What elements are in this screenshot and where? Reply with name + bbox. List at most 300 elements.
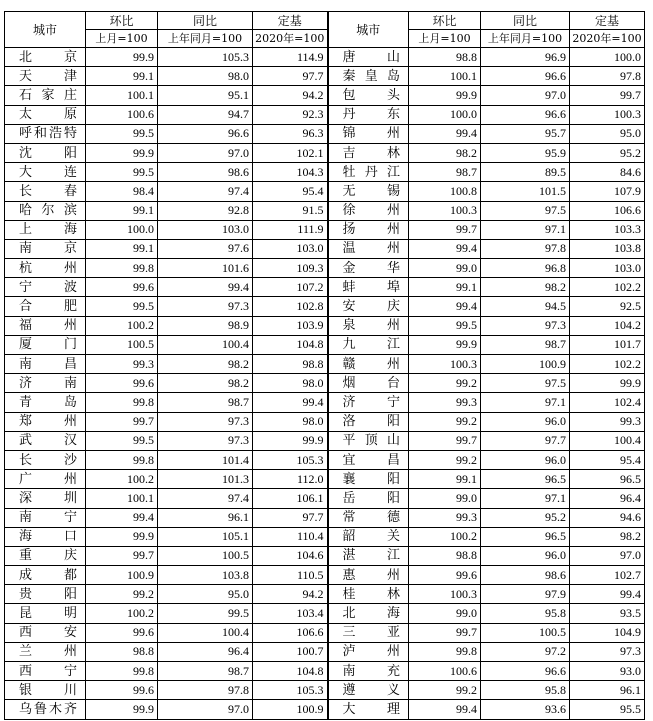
left-mom-cell: 100.0 bbox=[86, 220, 158, 239]
left-city-cell: 昆明 bbox=[5, 604, 86, 623]
right-yoy-cell: 100.9 bbox=[481, 355, 570, 374]
right-mom-cell: 99.0 bbox=[409, 489, 481, 508]
left-mom-cell: 99.8 bbox=[86, 393, 158, 412]
right-base-cell: 95.4 bbox=[570, 450, 645, 469]
right-yoy-cell: 96.9 bbox=[481, 48, 570, 67]
left-mom-cell: 100.9 bbox=[86, 566, 158, 585]
left-mom-cell: 99.5 bbox=[86, 431, 158, 450]
right-yoy-cell: 97.3 bbox=[481, 316, 570, 335]
right-yoy-cell: 94.5 bbox=[481, 297, 570, 316]
right-base-cell: 99.3 bbox=[570, 412, 645, 431]
left-yoy-cell: 97.6 bbox=[158, 239, 253, 258]
base-header-left: 定基 bbox=[253, 12, 328, 30]
right-city-cell: 泉州 bbox=[328, 316, 409, 335]
left-mom-cell: 99.9 bbox=[86, 527, 158, 546]
left-yoy-cell: 98.6 bbox=[158, 163, 253, 182]
right-mom-cell: 100.3 bbox=[409, 201, 481, 220]
right-yoy-cell: 97.1 bbox=[481, 220, 570, 239]
right-yoy-cell: 97.8 bbox=[481, 239, 570, 258]
left-mom-cell: 99.8 bbox=[86, 662, 158, 681]
left-city-cell: 天津 bbox=[5, 67, 86, 86]
right-yoy-cell: 96.6 bbox=[481, 105, 570, 124]
right-mom-cell: 99.4 bbox=[409, 700, 481, 719]
right-base-cell: 92.5 bbox=[570, 297, 645, 316]
table-row bbox=[5, 527, 645, 546]
left-base-cell: 105.3 bbox=[253, 450, 328, 469]
table-row bbox=[5, 316, 645, 335]
right-mom-cell: 99.1 bbox=[409, 470, 481, 489]
left-yoy-cell: 97.8 bbox=[158, 681, 253, 700]
right-city-cell: 丹东 bbox=[328, 105, 409, 124]
right-yoy-cell: 97.1 bbox=[481, 489, 570, 508]
left-yoy-cell: 96.6 bbox=[158, 124, 253, 143]
left-yoy-cell: 103.0 bbox=[158, 220, 253, 239]
right-mom-cell: 100.8 bbox=[409, 182, 481, 201]
mom-header-right: 环比 bbox=[409, 12, 481, 30]
table-row bbox=[5, 335, 645, 354]
left-city-cell: 乌鲁木齐 bbox=[5, 700, 86, 719]
right-yoy-cell: 97.0 bbox=[481, 86, 570, 105]
left-mom-cell: 99.9 bbox=[86, 700, 158, 719]
mom-sub-right: 上月=100 bbox=[409, 30, 481, 48]
right-base-cell: 102.2 bbox=[570, 278, 645, 297]
right-city-cell: 赣州 bbox=[328, 355, 409, 374]
left-mom-cell: 99.3 bbox=[86, 355, 158, 374]
right-yoy-cell: 96.8 bbox=[481, 259, 570, 278]
left-yoy-cell: 98.2 bbox=[158, 374, 253, 393]
left-city-cell: 广州 bbox=[5, 470, 86, 489]
right-mom-cell: 98.8 bbox=[409, 546, 481, 565]
right-mom-cell: 98.8 bbox=[409, 48, 481, 67]
table-row bbox=[5, 470, 645, 489]
left-yoy-cell: 97.3 bbox=[158, 431, 253, 450]
right-mom-cell: 99.7 bbox=[409, 220, 481, 239]
left-yoy-cell: 97.4 bbox=[158, 489, 253, 508]
left-city-cell: 大连 bbox=[5, 163, 86, 182]
right-yoy-cell: 93.6 bbox=[481, 700, 570, 719]
left-city-cell: 银川 bbox=[5, 681, 86, 700]
right-mom-cell: 100.6 bbox=[409, 662, 481, 681]
left-base-cell: 110.5 bbox=[253, 566, 328, 585]
mom-header-left: 环比 bbox=[86, 12, 158, 30]
table-row bbox=[5, 259, 645, 278]
right-city-cell: 遵义 bbox=[328, 681, 409, 700]
left-yoy-cell: 103.8 bbox=[158, 566, 253, 585]
right-city-cell: 岳阳 bbox=[328, 489, 409, 508]
left-yoy-cell: 97.0 bbox=[158, 143, 253, 162]
right-city-cell: 桂林 bbox=[328, 585, 409, 604]
left-base-cell: 110.4 bbox=[253, 527, 328, 546]
base-header-right: 定基 bbox=[570, 12, 645, 30]
left-base-cell: 98.0 bbox=[253, 412, 328, 431]
right-base-cell: 102.4 bbox=[570, 393, 645, 412]
right-yoy-cell: 97.5 bbox=[481, 374, 570, 393]
left-mom-cell: 98.4 bbox=[86, 182, 158, 201]
right-yoy-cell: 98.2 bbox=[481, 278, 570, 297]
left-base-cell: 104.6 bbox=[253, 546, 328, 565]
table-row bbox=[5, 220, 645, 239]
left-city-cell: 南宁 bbox=[5, 508, 86, 527]
left-base-cell: 100.7 bbox=[253, 642, 328, 661]
right-mom-cell: 99.9 bbox=[409, 335, 481, 354]
right-city-cell: 温州 bbox=[328, 239, 409, 258]
right-base-cell: 99.7 bbox=[570, 86, 645, 105]
left-yoy-cell: 95.0 bbox=[158, 585, 253, 604]
left-base-cell: 99.4 bbox=[253, 393, 328, 412]
right-base-cell: 104.9 bbox=[570, 623, 645, 642]
left-city-cell: 长春 bbox=[5, 182, 86, 201]
right-mom-cell: 100.1 bbox=[409, 67, 481, 86]
table-row bbox=[5, 662, 645, 681]
right-yoy-cell: 95.7 bbox=[481, 124, 570, 143]
table-row bbox=[5, 681, 645, 700]
left-mom-cell: 99.1 bbox=[86, 201, 158, 220]
yoy-sub-left: 上年同月=100 bbox=[158, 30, 253, 48]
left-mom-cell: 99.5 bbox=[86, 163, 158, 182]
right-city-cell: 蚌埠 bbox=[328, 278, 409, 297]
table-body bbox=[5, 48, 645, 720]
left-yoy-cell: 99.4 bbox=[158, 278, 253, 297]
left-city-cell: 深圳 bbox=[5, 489, 86, 508]
table-row bbox=[5, 412, 645, 431]
left-mom-cell: 99.1 bbox=[86, 67, 158, 86]
table-row bbox=[5, 143, 645, 162]
left-city-cell: 南京 bbox=[5, 239, 86, 258]
left-mom-cell: 99.4 bbox=[86, 508, 158, 527]
left-yoy-cell: 97.4 bbox=[158, 182, 253, 201]
right-mom-cell: 99.6 bbox=[409, 566, 481, 585]
right-yoy-cell: 96.6 bbox=[481, 67, 570, 86]
right-yoy-cell: 95.8 bbox=[481, 681, 570, 700]
left-city-cell: 厦门 bbox=[5, 335, 86, 354]
left-mom-cell: 99.2 bbox=[86, 585, 158, 604]
left-mom-cell: 99.9 bbox=[86, 143, 158, 162]
table-row bbox=[5, 604, 645, 623]
right-base-cell: 96.4 bbox=[570, 489, 645, 508]
table-row bbox=[5, 48, 645, 67]
left-city-cell: 哈尔滨 bbox=[5, 201, 86, 220]
left-yoy-cell: 98.9 bbox=[158, 316, 253, 335]
table-row bbox=[5, 124, 645, 143]
left-mom-cell: 99.7 bbox=[86, 546, 158, 565]
right-mom-cell: 98.7 bbox=[409, 163, 481, 182]
left-base-cell: 104.3 bbox=[253, 163, 328, 182]
left-yoy-cell: 99.5 bbox=[158, 604, 253, 623]
table-row bbox=[5, 393, 645, 412]
left-base-cell: 106.6 bbox=[253, 623, 328, 642]
left-base-cell: 97.7 bbox=[253, 508, 328, 527]
right-mom-cell: 99.0 bbox=[409, 604, 481, 623]
base-sub-left: 2020年=100 bbox=[253, 30, 328, 48]
right-base-cell: 96.1 bbox=[570, 681, 645, 700]
right-mom-cell: 99.0 bbox=[409, 259, 481, 278]
right-mom-cell: 99.2 bbox=[409, 374, 481, 393]
right-base-cell: 97.3 bbox=[570, 642, 645, 661]
right-yoy-cell: 89.5 bbox=[481, 163, 570, 182]
right-yoy-cell: 96.0 bbox=[481, 450, 570, 469]
right-mom-cell: 99.8 bbox=[409, 642, 481, 661]
left-mom-cell: 99.7 bbox=[86, 412, 158, 431]
left-yoy-cell: 100.4 bbox=[158, 623, 253, 642]
right-yoy-cell: 97.1 bbox=[481, 393, 570, 412]
left-city-cell: 海口 bbox=[5, 527, 86, 546]
right-yoy-cell: 98.6 bbox=[481, 566, 570, 585]
table-row bbox=[5, 86, 645, 105]
table-row bbox=[5, 623, 645, 642]
table-row bbox=[5, 700, 645, 719]
left-mom-cell: 100.2 bbox=[86, 316, 158, 335]
price-index-table bbox=[4, 11, 645, 720]
right-base-cell: 100.4 bbox=[570, 431, 645, 450]
right-yoy-cell: 98.7 bbox=[481, 335, 570, 354]
table-row bbox=[5, 278, 645, 297]
left-yoy-cell: 105.3 bbox=[158, 48, 253, 67]
table-row bbox=[5, 105, 645, 124]
right-yoy-cell: 95.9 bbox=[481, 143, 570, 162]
table-row bbox=[5, 374, 645, 393]
left-yoy-cell: 97.0 bbox=[158, 700, 253, 719]
left-base-cell: 92.3 bbox=[253, 105, 328, 124]
right-mom-cell: 100.3 bbox=[409, 585, 481, 604]
right-city-cell: 安庆 bbox=[328, 297, 409, 316]
left-city-cell: 上海 bbox=[5, 220, 86, 239]
table-row bbox=[5, 67, 645, 86]
left-mom-cell: 100.6 bbox=[86, 105, 158, 124]
left-base-cell: 104.8 bbox=[253, 662, 328, 681]
right-city-cell: 平顶山 bbox=[328, 431, 409, 450]
left-yoy-cell: 105.1 bbox=[158, 527, 253, 546]
right-city-cell: 唐山 bbox=[328, 48, 409, 67]
left-base-cell: 104.8 bbox=[253, 335, 328, 354]
left-base-cell: 95.4 bbox=[253, 182, 328, 201]
left-yoy-cell: 100.5 bbox=[158, 546, 253, 565]
table-row bbox=[5, 585, 645, 604]
right-city-cell: 湛江 bbox=[328, 546, 409, 565]
left-base-cell: 105.3 bbox=[253, 681, 328, 700]
left-yoy-cell: 98.0 bbox=[158, 67, 253, 86]
left-mom-cell: 98.8 bbox=[86, 642, 158, 661]
right-city-cell: 包头 bbox=[328, 86, 409, 105]
left-city-cell: 南昌 bbox=[5, 355, 86, 374]
city-header-right: 城市 bbox=[328, 12, 409, 48]
left-city-cell: 福州 bbox=[5, 316, 86, 335]
right-base-cell: 100.3 bbox=[570, 105, 645, 124]
right-yoy-cell: 101.5 bbox=[481, 182, 570, 201]
left-city-cell: 郑州 bbox=[5, 412, 86, 431]
right-base-cell: 99.4 bbox=[570, 585, 645, 604]
left-base-cell: 114.9 bbox=[253, 48, 328, 67]
left-yoy-cell: 98.7 bbox=[158, 662, 253, 681]
right-yoy-cell: 100.5 bbox=[481, 623, 570, 642]
left-mom-cell: 99.9 bbox=[86, 48, 158, 67]
table-row bbox=[5, 450, 645, 469]
table-row bbox=[5, 355, 645, 374]
right-base-cell: 98.2 bbox=[570, 527, 645, 546]
right-mom-cell: 99.3 bbox=[409, 393, 481, 412]
right-yoy-cell: 96.6 bbox=[481, 662, 570, 681]
right-base-cell: 103.8 bbox=[570, 239, 645, 258]
right-base-cell: 107.9 bbox=[570, 182, 645, 201]
right-base-cell: 103.0 bbox=[570, 259, 645, 278]
left-yoy-cell: 101.3 bbox=[158, 470, 253, 489]
right-city-cell: 泸州 bbox=[328, 642, 409, 661]
left-mom-cell: 99.6 bbox=[86, 623, 158, 642]
right-city-cell: 襄阳 bbox=[328, 470, 409, 489]
left-mom-cell: 100.1 bbox=[86, 86, 158, 105]
right-city-cell: 九江 bbox=[328, 335, 409, 354]
right-city-cell: 牡丹江 bbox=[328, 163, 409, 182]
right-yoy-cell: 96.0 bbox=[481, 412, 570, 431]
left-city-cell: 呼和浩特 bbox=[5, 124, 86, 143]
right-mom-cell: 99.3 bbox=[409, 508, 481, 527]
left-city-cell: 石家庄 bbox=[5, 86, 86, 105]
right-base-cell: 95.5 bbox=[570, 700, 645, 719]
right-mom-cell: 99.2 bbox=[409, 450, 481, 469]
right-city-cell: 金华 bbox=[328, 259, 409, 278]
right-base-cell: 93.5 bbox=[570, 604, 645, 623]
left-yoy-cell: 97.3 bbox=[158, 297, 253, 316]
right-base-cell: 97.0 bbox=[570, 546, 645, 565]
right-mom-cell: 100.3 bbox=[409, 355, 481, 374]
right-mom-cell: 99.4 bbox=[409, 297, 481, 316]
right-mom-cell: 99.7 bbox=[409, 431, 481, 450]
left-base-cell: 107.2 bbox=[253, 278, 328, 297]
right-base-cell: 104.2 bbox=[570, 316, 645, 335]
left-base-cell: 109.3 bbox=[253, 259, 328, 278]
left-mom-cell: 99.1 bbox=[86, 239, 158, 258]
city-header-left: 城市 bbox=[5, 12, 86, 48]
right-yoy-cell: 97.5 bbox=[481, 201, 570, 220]
left-mom-cell: 100.2 bbox=[86, 470, 158, 489]
left-base-cell: 111.9 bbox=[253, 220, 328, 239]
left-city-cell: 青岛 bbox=[5, 393, 86, 412]
yoy-sub-right: 上年同月=100 bbox=[481, 30, 570, 48]
left-mom-cell: 99.6 bbox=[86, 278, 158, 297]
right-base-cell: 97.8 bbox=[570, 67, 645, 86]
left-base-cell: 96.3 bbox=[253, 124, 328, 143]
left-yoy-cell: 97.3 bbox=[158, 412, 253, 431]
right-city-cell: 洛阳 bbox=[328, 412, 409, 431]
right-mom-cell: 99.2 bbox=[409, 681, 481, 700]
right-city-cell: 烟台 bbox=[328, 374, 409, 393]
mom-sub-left: 上月=100 bbox=[86, 30, 158, 48]
right-base-cell: 94.6 bbox=[570, 508, 645, 527]
right-base-cell: 102.7 bbox=[570, 566, 645, 585]
table-header bbox=[5, 12, 645, 48]
right-mom-cell: 99.5 bbox=[409, 316, 481, 335]
table-row bbox=[5, 297, 645, 316]
left-mom-cell: 99.6 bbox=[86, 374, 158, 393]
left-yoy-cell: 95.1 bbox=[158, 86, 253, 105]
right-mom-cell: 99.7 bbox=[409, 623, 481, 642]
left-base-cell: 103.9 bbox=[253, 316, 328, 335]
left-base-cell: 102.8 bbox=[253, 297, 328, 316]
left-base-cell: 98.0 bbox=[253, 374, 328, 393]
right-base-cell: 102.2 bbox=[570, 355, 645, 374]
table-row bbox=[5, 201, 645, 220]
table-row bbox=[5, 489, 645, 508]
right-yoy-cell: 96.5 bbox=[481, 527, 570, 546]
right-base-cell: 101.7 bbox=[570, 335, 645, 354]
right-city-cell: 常德 bbox=[328, 508, 409, 527]
right-base-cell: 93.0 bbox=[570, 662, 645, 681]
left-city-cell: 宁波 bbox=[5, 278, 86, 297]
right-city-cell: 南充 bbox=[328, 662, 409, 681]
right-city-cell: 徐州 bbox=[328, 201, 409, 220]
right-mom-cell: 99.2 bbox=[409, 412, 481, 431]
right-yoy-cell: 97.2 bbox=[481, 642, 570, 661]
left-city-cell: 贵阳 bbox=[5, 585, 86, 604]
left-mom-cell: 99.5 bbox=[86, 124, 158, 143]
table-row bbox=[5, 431, 645, 450]
table-row bbox=[5, 508, 645, 527]
right-yoy-cell: 95.2 bbox=[481, 508, 570, 527]
right-base-cell: 84.6 bbox=[570, 163, 645, 182]
right-base-cell: 95.0 bbox=[570, 124, 645, 143]
right-yoy-cell: 95.8 bbox=[481, 604, 570, 623]
left-city-cell: 合肥 bbox=[5, 297, 86, 316]
left-yoy-cell: 101.6 bbox=[158, 259, 253, 278]
right-base-cell: 100.0 bbox=[570, 48, 645, 67]
left-base-cell: 100.9 bbox=[253, 700, 328, 719]
yoy-header-right: 同比 bbox=[481, 12, 570, 30]
left-mom-cell: 99.5 bbox=[86, 297, 158, 316]
left-mom-cell: 100.5 bbox=[86, 335, 158, 354]
table-row bbox=[5, 546, 645, 565]
left-base-cell: 97.7 bbox=[253, 67, 328, 86]
right-mom-cell: 98.2 bbox=[409, 143, 481, 162]
left-base-cell: 103.0 bbox=[253, 239, 328, 258]
right-city-cell: 宜昌 bbox=[328, 450, 409, 469]
right-base-cell: 96.5 bbox=[570, 470, 645, 489]
table-row bbox=[5, 163, 645, 182]
table-row bbox=[5, 182, 645, 201]
right-base-cell: 99.9 bbox=[570, 374, 645, 393]
right-mom-cell: 99.4 bbox=[409, 239, 481, 258]
right-yoy-cell: 96.5 bbox=[481, 470, 570, 489]
yoy-header-left: 同比 bbox=[158, 12, 253, 30]
table-row bbox=[5, 642, 645, 661]
right-city-cell: 锦州 bbox=[328, 124, 409, 143]
left-base-cell: 94.2 bbox=[253, 86, 328, 105]
left-city-cell: 武汉 bbox=[5, 431, 86, 450]
right-city-cell: 大理 bbox=[328, 700, 409, 719]
right-city-cell: 济宁 bbox=[328, 393, 409, 412]
left-city-cell: 太原 bbox=[5, 105, 86, 124]
left-mom-cell: 99.8 bbox=[86, 259, 158, 278]
right-base-cell: 95.2 bbox=[570, 143, 645, 162]
left-mom-cell: 100.2 bbox=[86, 604, 158, 623]
left-base-cell: 98.8 bbox=[253, 355, 328, 374]
right-base-cell: 106.6 bbox=[570, 201, 645, 220]
left-base-cell: 112.0 bbox=[253, 470, 328, 489]
right-mom-cell: 100.2 bbox=[409, 527, 481, 546]
left-base-cell: 106.1 bbox=[253, 489, 328, 508]
left-mom-cell: 99.6 bbox=[86, 681, 158, 700]
left-base-cell: 91.5 bbox=[253, 201, 328, 220]
right-city-cell: 秦皇岛 bbox=[328, 67, 409, 86]
right-base-cell: 103.3 bbox=[570, 220, 645, 239]
right-mom-cell: 99.9 bbox=[409, 86, 481, 105]
left-yoy-cell: 101.4 bbox=[158, 450, 253, 469]
left-city-cell: 北京 bbox=[5, 48, 86, 67]
left-city-cell: 成都 bbox=[5, 566, 86, 585]
table-row bbox=[5, 239, 645, 258]
left-city-cell: 济南 bbox=[5, 374, 86, 393]
right-city-cell: 无锡 bbox=[328, 182, 409, 201]
right-mom-cell: 99.1 bbox=[409, 278, 481, 297]
left-base-cell: 102.1 bbox=[253, 143, 328, 162]
